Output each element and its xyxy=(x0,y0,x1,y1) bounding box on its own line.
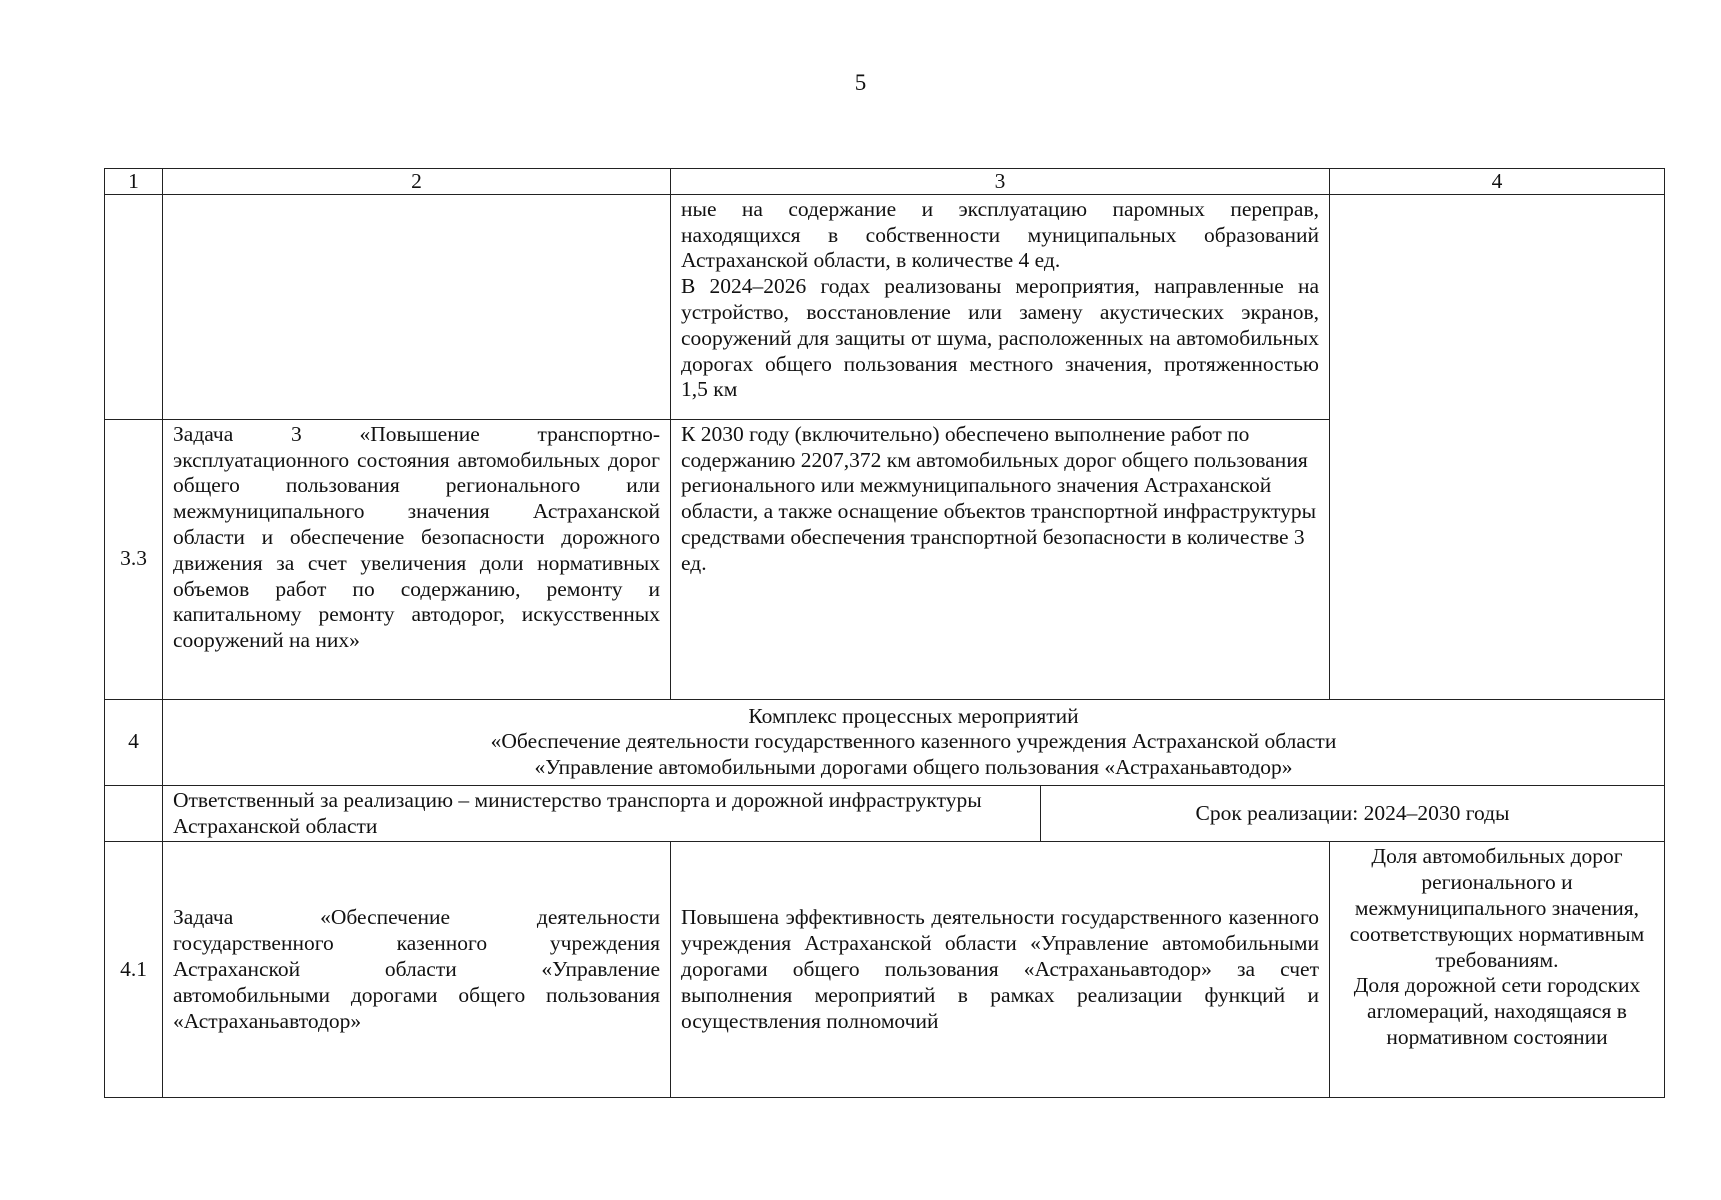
row-number: 4 xyxy=(105,699,163,785)
header-row xyxy=(105,169,1665,195)
indicator-cell xyxy=(1330,194,1665,699)
table-row-4 xyxy=(105,699,1665,785)
task-cell xyxy=(163,194,671,419)
result-cell: К 2030 году (включительно) обеспечено выполнение работ по содержанию 2207,372 км автомобильных дорог общего пользования регионального или межмуниципального значения Астраханской области, а также оснащение объектов транспортной инфраструктуры средствами обеспечения транспортной безопасности в количестве 3 ед. xyxy=(671,419,1330,699)
table-row-meta xyxy=(105,785,1665,842)
row-number xyxy=(105,194,163,419)
program-table xyxy=(104,168,1665,1098)
page-number: 5 xyxy=(854,70,867,95)
row-number xyxy=(105,785,163,842)
result-paragraph: В 2024–2026 годах реализованы мероприятия, направленные на устройство, восстановление или замену акустических экранов, сооружений для защиты от шума, расположенных на автомобильных дорогах общего пользования местного значения, протяженностью 1,5 км xyxy=(681,274,1319,402)
result-cell xyxy=(671,194,1330,419)
section-title-cell xyxy=(163,699,1665,785)
indicator-cell xyxy=(1330,842,1665,1098)
header-cell-3: 3 xyxy=(671,169,1330,195)
term-cell: Срок реализации: 2024–2030 годы xyxy=(1041,785,1665,842)
indicator-text: Доля автомобильных дорог регионального и межмуниципального значения, соответствующих нормативным требованиям. xyxy=(1349,844,1645,972)
row-number: 3.3 xyxy=(105,419,163,699)
header-cell-4: 4 xyxy=(1330,169,1665,195)
task-cell: Задача 3 «Повышение транспортно-эксплуатационного состояния автомобильных дорог общего пользования регионального или межмуниципального значения Астраханской области и обеспечение безопасности дорожного движения за счет увеличения доли нормативных объемов работ по содержанию, ремонту и капитальному ремонту автодорог, искусственных сооружений на них» xyxy=(163,419,671,699)
result-cell: Повышена эффективность деятельности государственного казенного учреждения Астраханской области «Управление автомобильными дорогами общего пользования «Астраханьавтодор» за счет выполнения мероприятий в рамках реализации функций и осуществления полномочий xyxy=(671,842,1330,1098)
section-title-line: «Обеспечение деятельности государственного казенного учреждения Астраханской области xyxy=(490,729,1337,754)
table-row-continuation xyxy=(105,194,1665,419)
indicator-text: Доля дорожной сети городских агломераций, находящаяся в нормативном состоянии xyxy=(1353,973,1641,1049)
responsible-cell: Ответственный за реализацию – министерство транспорта и дорожной инфраструктуры Астраханской области xyxy=(163,785,1041,842)
header-cell-1: 1 xyxy=(105,169,163,195)
header-cell-2: 2 xyxy=(163,169,671,195)
task-cell: Задача «Обеспечение деятельности государственного казенного учреждения Астраханской области «Управление автомобильными дорогами общего пользования «Астраханьавтодор» xyxy=(163,842,671,1098)
section-title-line: Комплекс процессных мероприятий xyxy=(748,703,1079,728)
result-paragraph: ные на содержание и эксплуатацию паромных переправ, находящихся в собственности муниципальных образований Астраханской области, в количестве 4 ед. xyxy=(681,196,1319,273)
table-row-4-1 xyxy=(105,842,1665,1098)
row-number: 4.1 xyxy=(105,842,163,1098)
section-title-line: «Управление автомобильными дорогами общего пользования «Астраханьавтодор» xyxy=(534,755,1293,780)
